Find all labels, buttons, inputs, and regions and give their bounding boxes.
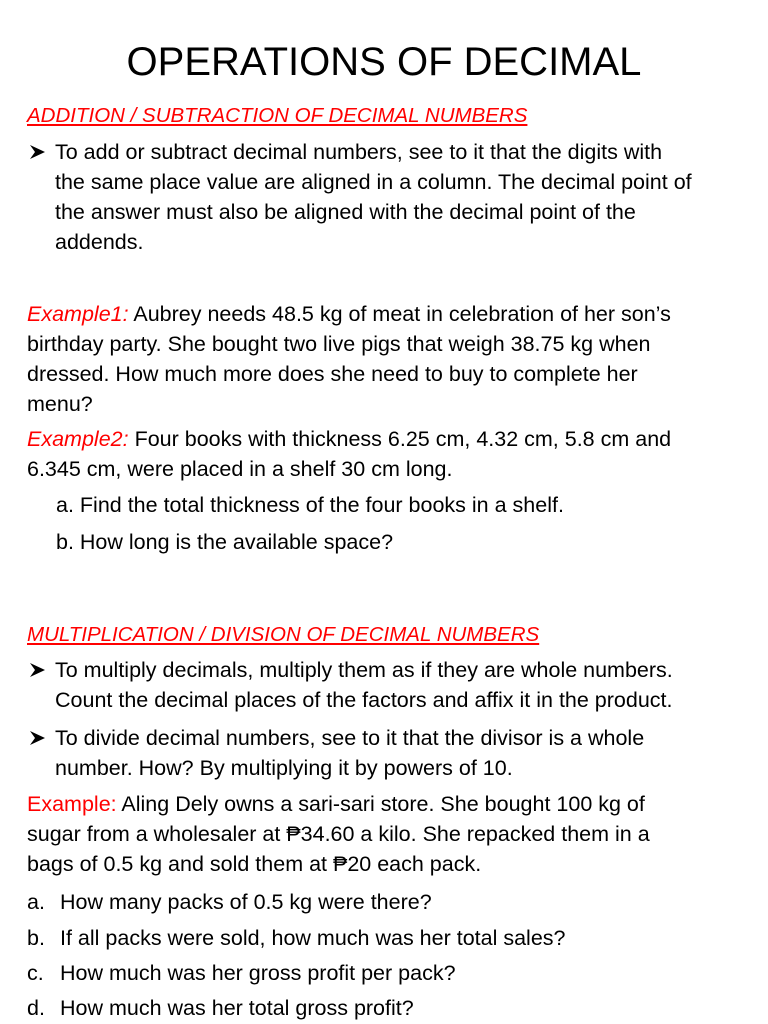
question-letter: a. (27, 890, 45, 914)
text-line: Aling Dely owns a sari-sari store. She bought 100 kg of (116, 792, 645, 816)
example2-paragraph (27, 424, 671, 484)
example1-paragraph (27, 299, 671, 419)
text-line: To add or subtract decimal numbers, see to it that the digits with (55, 140, 663, 164)
text-line: bags of 0.5 kg and sold them at ₱20 each pack. (27, 852, 482, 876)
question-letter: d. (27, 996, 45, 1020)
example2-item-a: a. Find the total thickness of the four books in a shelf. (56, 493, 564, 517)
arrow-bullet-icon (27, 655, 49, 693)
text-line: Four books with thickness 6.25 cm, 4.32 cm, 5.8 cm and (128, 427, 672, 451)
text-line: menu? (27, 392, 93, 416)
page-title: OPERATIONS OF DECIMAL (126, 40, 642, 84)
bullet-text (55, 137, 692, 257)
bullet-addition-rule (27, 137, 767, 257)
question-text: How much was her gross profit per pack? (60, 961, 456, 985)
question-text: How much was her total gross profit? (60, 996, 414, 1020)
bullet-text (55, 723, 644, 783)
text-line: the answer must also be aligned with the decimal point of the (55, 200, 636, 224)
text-line: Aubrey needs 48.5 kg of meat in celebration of her son’s (128, 302, 671, 326)
question-letter: b. (27, 926, 45, 950)
question-text: How many packs of 0.5 kg were there? (60, 890, 432, 914)
text-line: To multiply decimals, multiply them as if they are whole numbers. (55, 658, 673, 682)
text-line: Count the decimal places of the factors and affix it in the product. (55, 688, 673, 712)
section-heading-addition-subtraction: ADDITION / SUBTRACTION OF DECIMAL NUMBERS (27, 104, 528, 127)
example2-item-b: b. How long is the available space? (56, 530, 394, 554)
text-line: sugar from a wholesaler at ₱34.60 a kilo. She repacked them in a (27, 822, 650, 846)
arrow-bullet-icon (27, 723, 49, 761)
text-line: the same place value are aligned in a column. The decimal point of (55, 170, 692, 194)
bullet-text (55, 655, 673, 715)
example1-label: Example1: (27, 302, 129, 326)
question-text: If all packs were sold, how much was her total sales? (60, 926, 566, 950)
arrow-bullet-icon (27, 137, 49, 175)
bullet-divide-rule (27, 723, 767, 783)
text-line: 6.345 cm, were placed in a shelf 30 cm long. (27, 457, 453, 481)
example-paragraph (27, 789, 650, 879)
text-line: number. How? By multiplying it by powers of 10. (55, 756, 513, 780)
text-line: birthday party. She bought two live pigs that weigh 38.75 kg when (27, 332, 651, 356)
bullet-multiply-rule (27, 655, 767, 715)
section-heading-multiplication-division: MULTIPLICATION / DIVISION OF DECIMAL NUMBERS (27, 623, 540, 646)
question-letter: c. (27, 961, 44, 985)
text-line: To divide decimal numbers, see to it that the divisor is a whole (55, 726, 645, 750)
example-label: Example: (27, 792, 117, 816)
text-line: addends. (55, 230, 144, 254)
example2-label: Example2: (27, 427, 129, 451)
text-line: dressed. How much more does she need to buy to complete her (27, 362, 638, 386)
